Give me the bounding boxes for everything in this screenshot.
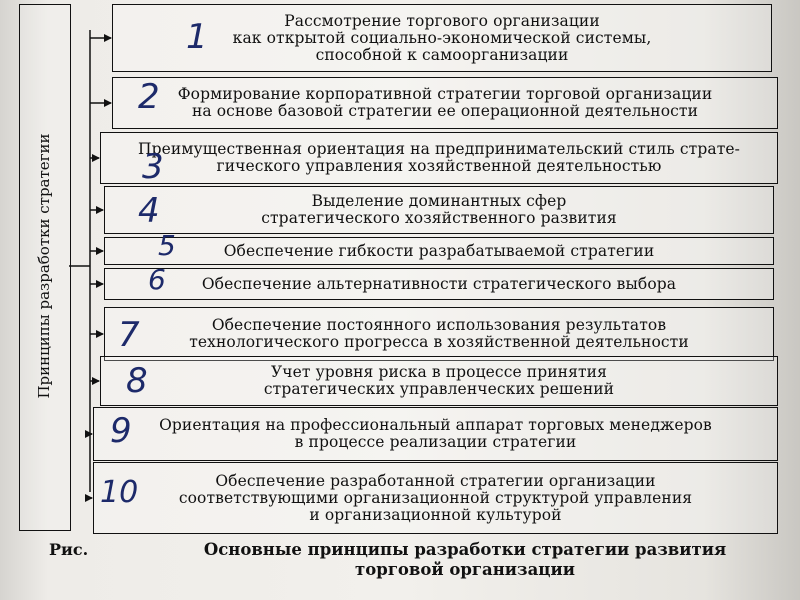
principle-text-5: Обеспечение гибкости разрабатываемой стратегии: [223, 241, 655, 260]
handwritten-number-8: 8: [126, 361, 148, 401]
handwritten-number-3: 3: [142, 147, 164, 187]
arrow-head-10: [85, 494, 93, 502]
principle-text-4: Выделение доминантных сфер стратегического хозяйственного развития: [261, 192, 617, 227]
handwritten-number-6: 6: [148, 263, 166, 296]
handwritten-number-10: 10: [100, 475, 139, 510]
principles-header-label: Принципы разработки стратегии: [35, 133, 53, 399]
arrow-head-2: [104, 99, 112, 107]
figure-label: Рис.: [49, 540, 89, 559]
arrow-head-8: [92, 377, 100, 385]
arrow-head-7: [96, 330, 104, 338]
principle-text-8: Учет уровня риска в процессе принятия стратегических управленческих решений: [263, 363, 615, 398]
arrow-head-4: [96, 206, 104, 214]
principle-box-2: [112, 77, 778, 129]
principle-text-6: Обеспечение альтернативности стратегического выбора: [201, 274, 677, 293]
principle-text-3: Преимущественная ориентация на предпринимательский стиль страте- гического управления хозяйственной деятельностью: [138, 140, 740, 175]
handwritten-number-4: 4: [138, 191, 160, 231]
handwritten-number-7: 7: [118, 315, 140, 355]
arrow-head-1: [104, 34, 112, 42]
arrow-head-9: [85, 430, 93, 438]
principle-text-10: Обеспечение разработанной стратегии организации соответствующими организационной структурой управления и организационной культурой: [178, 471, 693, 524]
figure-caption: Основные принципы разработки стратегии развития торговой организации: [203, 540, 727, 579]
principle-box-6: [104, 263, 774, 300]
principle-box-10: [93, 462, 778, 534]
arrow-head-5: [96, 247, 104, 255]
handwritten-number-1: 1: [186, 17, 208, 57]
principle-box-4: [104, 186, 774, 234]
principle-box-3: [100, 132, 778, 187]
handwritten-number-9: 9: [110, 411, 132, 451]
arrow-head-6: [96, 280, 104, 288]
principle-text-1: Рассмотрение торгового организации как открытой социально-экономической системы, способной к самоорганизации: [232, 11, 652, 64]
principle-text-9: Ориентация на профессиональный аппарат торговых менеджеров в процессе реализации стратегии: [159, 416, 712, 451]
principle-box-7: [104, 307, 774, 361]
principle-box-1: [112, 4, 772, 72]
handwritten-number-5: 5: [158, 229, 176, 262]
arrow-head-3: [92, 154, 100, 162]
principle-text-2: Формирование корпоративной стратегии торговой организации на основе базовой стратегии ее операционной деятельности: [177, 85, 713, 120]
principle-box-8: [100, 356, 778, 406]
handwritten-number-2: 2: [138, 77, 160, 117]
principle-box-9: [93, 407, 778, 461]
principle-text-7: Обеспечение постоянного использования результатов технологического прогресса в хозяйственной деятельности: [189, 316, 689, 351]
principle-box-5: [104, 237, 774, 265]
